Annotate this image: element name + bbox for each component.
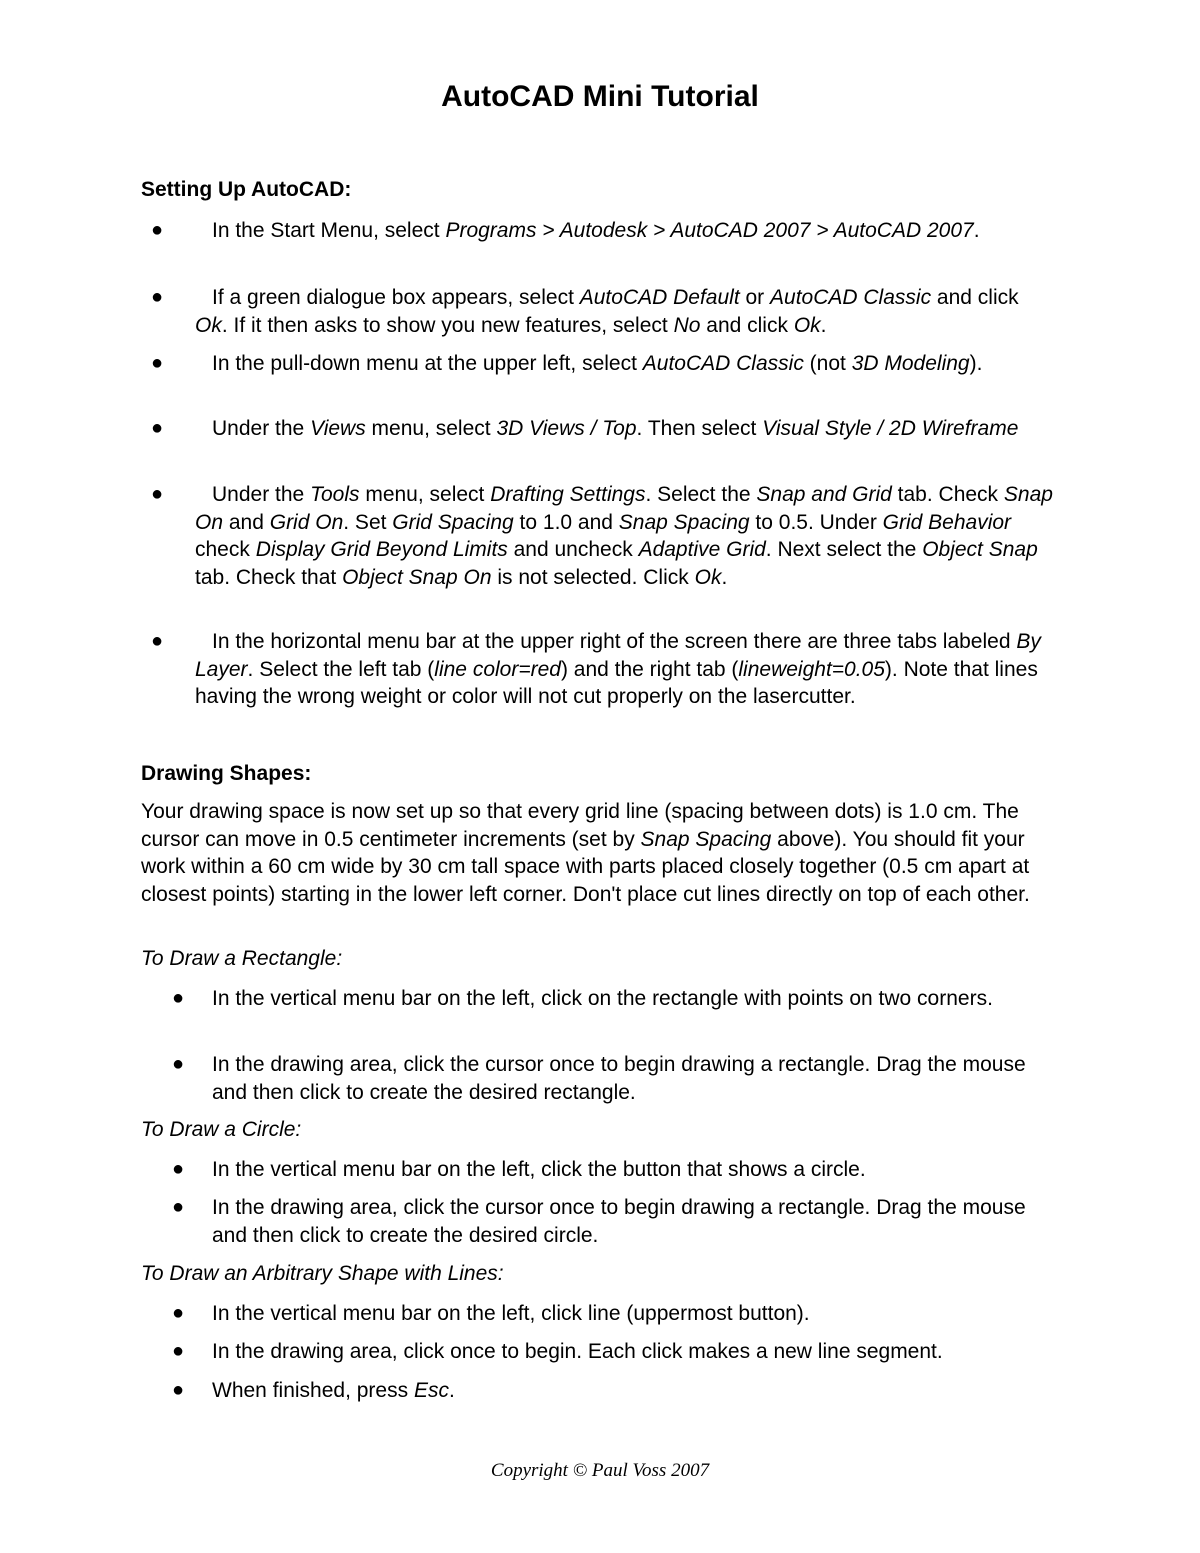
section-heading-setup: Setting Up AutoCAD: — [141, 178, 352, 201]
emphasis-text: Display Grid Beyond Limits — [255, 538, 508, 561]
emphasis-text: Snap Spacing — [618, 510, 750, 534]
text-run: above). You should fit your work within a 60 cm wide by 30 cm tall space with parts placed closely together (0.5 cm apart at closest points) starting in the lower left corner. Don't place cut lines directly on top of each other. — [141, 827, 1030, 906]
emphasis-text: Grid Spacing — [392, 510, 514, 534]
emphasis-text: Views — [310, 417, 366, 440]
text-run: In the pull-down menu at the upper left, select — [212, 352, 643, 375]
text-run: to 0.5. Under — [749, 510, 883, 534]
bullet-icon: ● — [151, 630, 164, 652]
emphasis-text: Ok — [694, 565, 722, 589]
text-run: . If it then asks to show you new features, select — [221, 313, 674, 337]
text-run: tab. Check — [891, 483, 1004, 506]
bullet-icon: ● — [172, 1379, 185, 1401]
subheading-circle: To Draw a Circle: — [141, 1118, 302, 1141]
emphasis-text: Esc — [413, 1379, 449, 1402]
text-run: When finished, press — [212, 1379, 414, 1402]
text-run: In the drawing area, click the cursor once to begin drawing a rectangle. Drag the mouse and then click to create the desired circle. — [212, 1196, 1026, 1247]
text-run: . Set — [343, 510, 393, 534]
rectangle-item — [172, 985, 1062, 1013]
emphasis-text: Ok — [195, 313, 222, 337]
circle-item — [172, 1194, 1062, 1249]
circle-item — [172, 1156, 1062, 1184]
text-run: In the Start Menu, select — [212, 219, 446, 242]
bullet-icon: ● — [172, 1340, 185, 1362]
setup-item — [151, 628, 1055, 711]
text-run: . — [973, 219, 980, 242]
text-run: ). — [969, 352, 983, 375]
text-run: . Next select the — [765, 538, 923, 561]
emphasis-text: Programs > Autodesk > AutoCAD 2007 > AutoCAD 2007 — [445, 219, 974, 242]
emphasis-text: Grid On — [269, 510, 344, 534]
text-run: Under the — [212, 483, 311, 506]
emphasis-text: 3D Views / Top — [496, 417, 637, 440]
text-run: . Select the left tab ( — [247, 657, 435, 681]
copyright-footer: Copyright © Paul Voss 2007 — [490, 1460, 710, 1481]
setup-item — [151, 481, 1055, 591]
bullet-icon: ● — [172, 1302, 185, 1324]
text-run: is not selected. Click — [491, 565, 695, 589]
bullet-icon: ● — [151, 417, 164, 439]
text-run: . Then select — [636, 417, 763, 440]
emphasis-text: Drafting Settings — [490, 483, 646, 506]
emphasis-text: Adaptive Grid — [638, 538, 766, 561]
text-run: . — [820, 313, 827, 337]
emphasis-text: Snap and Grid — [756, 483, 892, 506]
text-run: In the drawing area, click the cursor once to begin drawing a rectangle. Drag the mouse and then click to create the desired rectangle. — [212, 1053, 1026, 1104]
setup-item — [151, 415, 1055, 443]
emphasis-text: lineweight=0.05 — [738, 657, 885, 681]
emphasis-text: Ok — [793, 313, 821, 337]
text-run: Your drawing space is now set up so that every grid line (spacing between dots) is 1.0 cm. The cursor can move in 0.5 centimeter increments (set by — [141, 800, 1019, 851]
setup-item — [151, 284, 1055, 339]
emphasis-text: Snap On — [195, 483, 1053, 534]
text-run: Under the — [212, 417, 311, 440]
rectangle-item — [172, 1051, 1062, 1106]
emphasis-text: Visual Style / 2D Wireframe — [762, 417, 1019, 440]
bullet-icon: ● — [151, 483, 164, 505]
text-run: (not — [803, 352, 852, 375]
subheading-lines: To Draw an Arbitrary Shape with Lines: — [141, 1262, 504, 1285]
text-run: . — [448, 1379, 455, 1402]
subheading-rectangle: To Draw a Rectangle: — [141, 947, 343, 970]
bullet-icon: ● — [151, 286, 164, 308]
text-run: and click — [700, 313, 794, 337]
bullet-icon: ● — [151, 352, 164, 374]
bullet-icon: ● — [172, 1196, 185, 1218]
text-run: In the vertical menu bar on the left, click line (uppermost button). — [212, 1302, 810, 1325]
text-run: or — [739, 286, 771, 309]
emphasis-text: Snap Spacing — [640, 827, 772, 851]
lines-item — [172, 1338, 1062, 1366]
emphasis-text: AutoCAD Classic — [770, 286, 932, 309]
text-run: and — [223, 510, 270, 534]
text-run: ). Note that lines having the wrong weight or color will not cut properly on the lasercutter. — [195, 657, 1038, 708]
text-run: menu, select — [365, 417, 497, 440]
text-run: ) and the right tab ( — [560, 657, 739, 681]
section-heading-drawing: Drawing Shapes: — [141, 762, 312, 785]
emphasis-text: AutoCAD Classic — [642, 352, 804, 375]
page-title: AutoCAD Mini Tutorial — [441, 80, 759, 113]
text-run: and uncheck — [507, 538, 639, 561]
emphasis-text: Object Snap — [922, 538, 1038, 561]
emphasis-text: Object Snap On — [342, 565, 492, 589]
text-run: . Select the — [645, 483, 757, 506]
lines-item — [172, 1300, 1062, 1328]
emphasis-text: AutoCAD Default — [579, 286, 740, 309]
text-run: menu, select — [359, 483, 491, 506]
emphasis-text: line color=red — [434, 657, 561, 681]
text-run: check — [195, 538, 256, 561]
text-run: In the drawing area, click once to begin. Each click makes a new line segment. — [212, 1340, 943, 1363]
emphasis-text: Tools — [310, 483, 360, 506]
text-run: tab. Check that — [195, 565, 343, 589]
text-run: . — [721, 565, 728, 589]
bullet-icon: ● — [172, 987, 185, 1009]
text-run: to 1.0 and — [513, 510, 619, 534]
emphasis-text: 3D Modeling — [851, 352, 970, 375]
text-run: In the horizontal menu bar at the upper right of the screen there are three tabs labeled — [212, 630, 1017, 653]
emphasis-text: Grid Behavior — [882, 510, 1012, 534]
text-run: In the vertical menu bar on the left, click on the rectangle with points on two corners. — [212, 987, 993, 1010]
text-run: In the vertical menu bar on the left, click the button that shows a circle. — [212, 1158, 866, 1181]
bullet-icon: ● — [172, 1053, 185, 1075]
emphasis-text: No — [673, 313, 701, 337]
text-run: and click — [931, 286, 1019, 309]
setup-item — [151, 217, 1055, 245]
lines-item — [172, 1377, 1062, 1405]
intro-paragraph — [141, 798, 1061, 908]
bullet-icon: ● — [172, 1158, 185, 1180]
setup-item — [151, 350, 1055, 378]
emphasis-text: By Layer — [195, 630, 1041, 681]
bullet-icon: ● — [151, 219, 164, 241]
text-run: If a green dialogue box appears, select — [212, 286, 580, 309]
